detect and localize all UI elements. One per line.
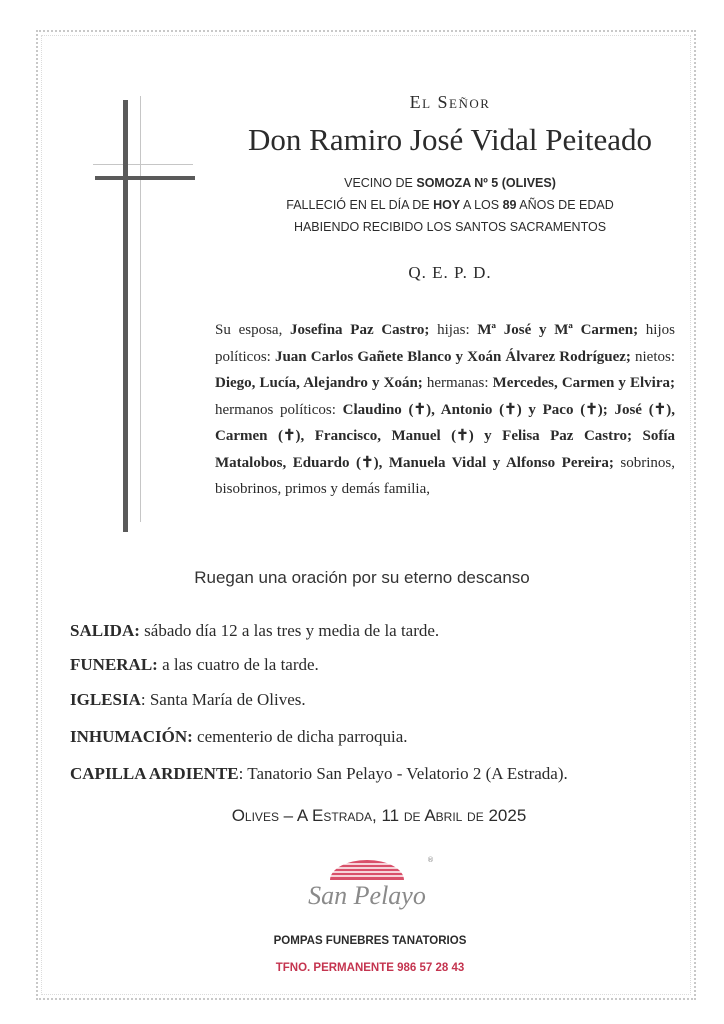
detail-capilla-ardiente: CAPILLA ARDIENTE: Tanatorio San Pelayo - Velatorio 2 (A Estrada).: [70, 764, 568, 783]
detail-funeral: FUNERAL: a las cuatro de la tarde.: [70, 655, 319, 674]
deceased-name: Don Ramiro José Vidal Peiteado: [248, 122, 652, 157]
svg-text:®: ®: [427, 856, 434, 864]
cross-icon: [123, 100, 128, 532]
cross-icon-bar: [95, 176, 195, 180]
detail-salida: SALIDA: sábado día 12 a las tres y media de la tarde.: [70, 621, 440, 640]
family-paragraph: Su esposa, Josefina Paz Castro; hijas: Mª José y Mª Carmen; hijos políticos: Juan Carlos Gañete Blanco y Xoán Álvarez Rodríguez; nietos: Diego, Lucía, Alejandro y Xoán; hermanas: Mercedes, Carmen y Elvira; hermanos políticos: Claudino (✝), Antonio (✝) y Paco (✝); José (✝), Carmen (✝), Francisco, Manuel (✝) y Felisa Paz Castro; Sofía Matalobos, Eduardo (✝), Manuela Vidal y Alfonso Pereira; sobrinos, bisobrinos, primos y demás familia,: [215, 322, 676, 497]
cross-icon-shadow-vertical: [140, 96, 141, 522]
company-tagline: POMPAS FUNEBRES TANATORIOS: [273, 935, 467, 947]
detail-iglesia: IGLESIA: Santa María de Olives.: [70, 690, 306, 709]
prayer-request: Ruegan una oración por su eterno descanso: [194, 568, 530, 587]
san-pelayo-logo: [292, 850, 442, 920]
detail-inhumacion: INHUMACIÓN: cementerio de dicha parroquia.: [70, 727, 408, 746]
qepd: Q. E. P. D.: [408, 263, 492, 282]
vecino-line: VECINO DE SOMOZA Nº 5 (OLIVES): [344, 176, 556, 190]
title-el-senor: El Señor: [409, 92, 491, 112]
sacramentos-line: HABIENDO RECIBIDO LOS SANTOS SACRAMENTOS: [293, 220, 607, 234]
fallecio-line: FALLECIÓ EN EL DÍA DE HOY A LOS 89 AÑOS DE EDAD: [286, 198, 614, 212]
place-date: Olives – A Estrada, 11 de Abril de 2025: [231, 806, 527, 825]
phone-line: TFNO. PERMANENTE 986 57 28 43: [275, 962, 465, 974]
sunset-icon: [330, 860, 404, 880]
cross-icon-shadow-horizontal: [93, 164, 193, 165]
logo-text: San Pelayo: [308, 881, 426, 910]
